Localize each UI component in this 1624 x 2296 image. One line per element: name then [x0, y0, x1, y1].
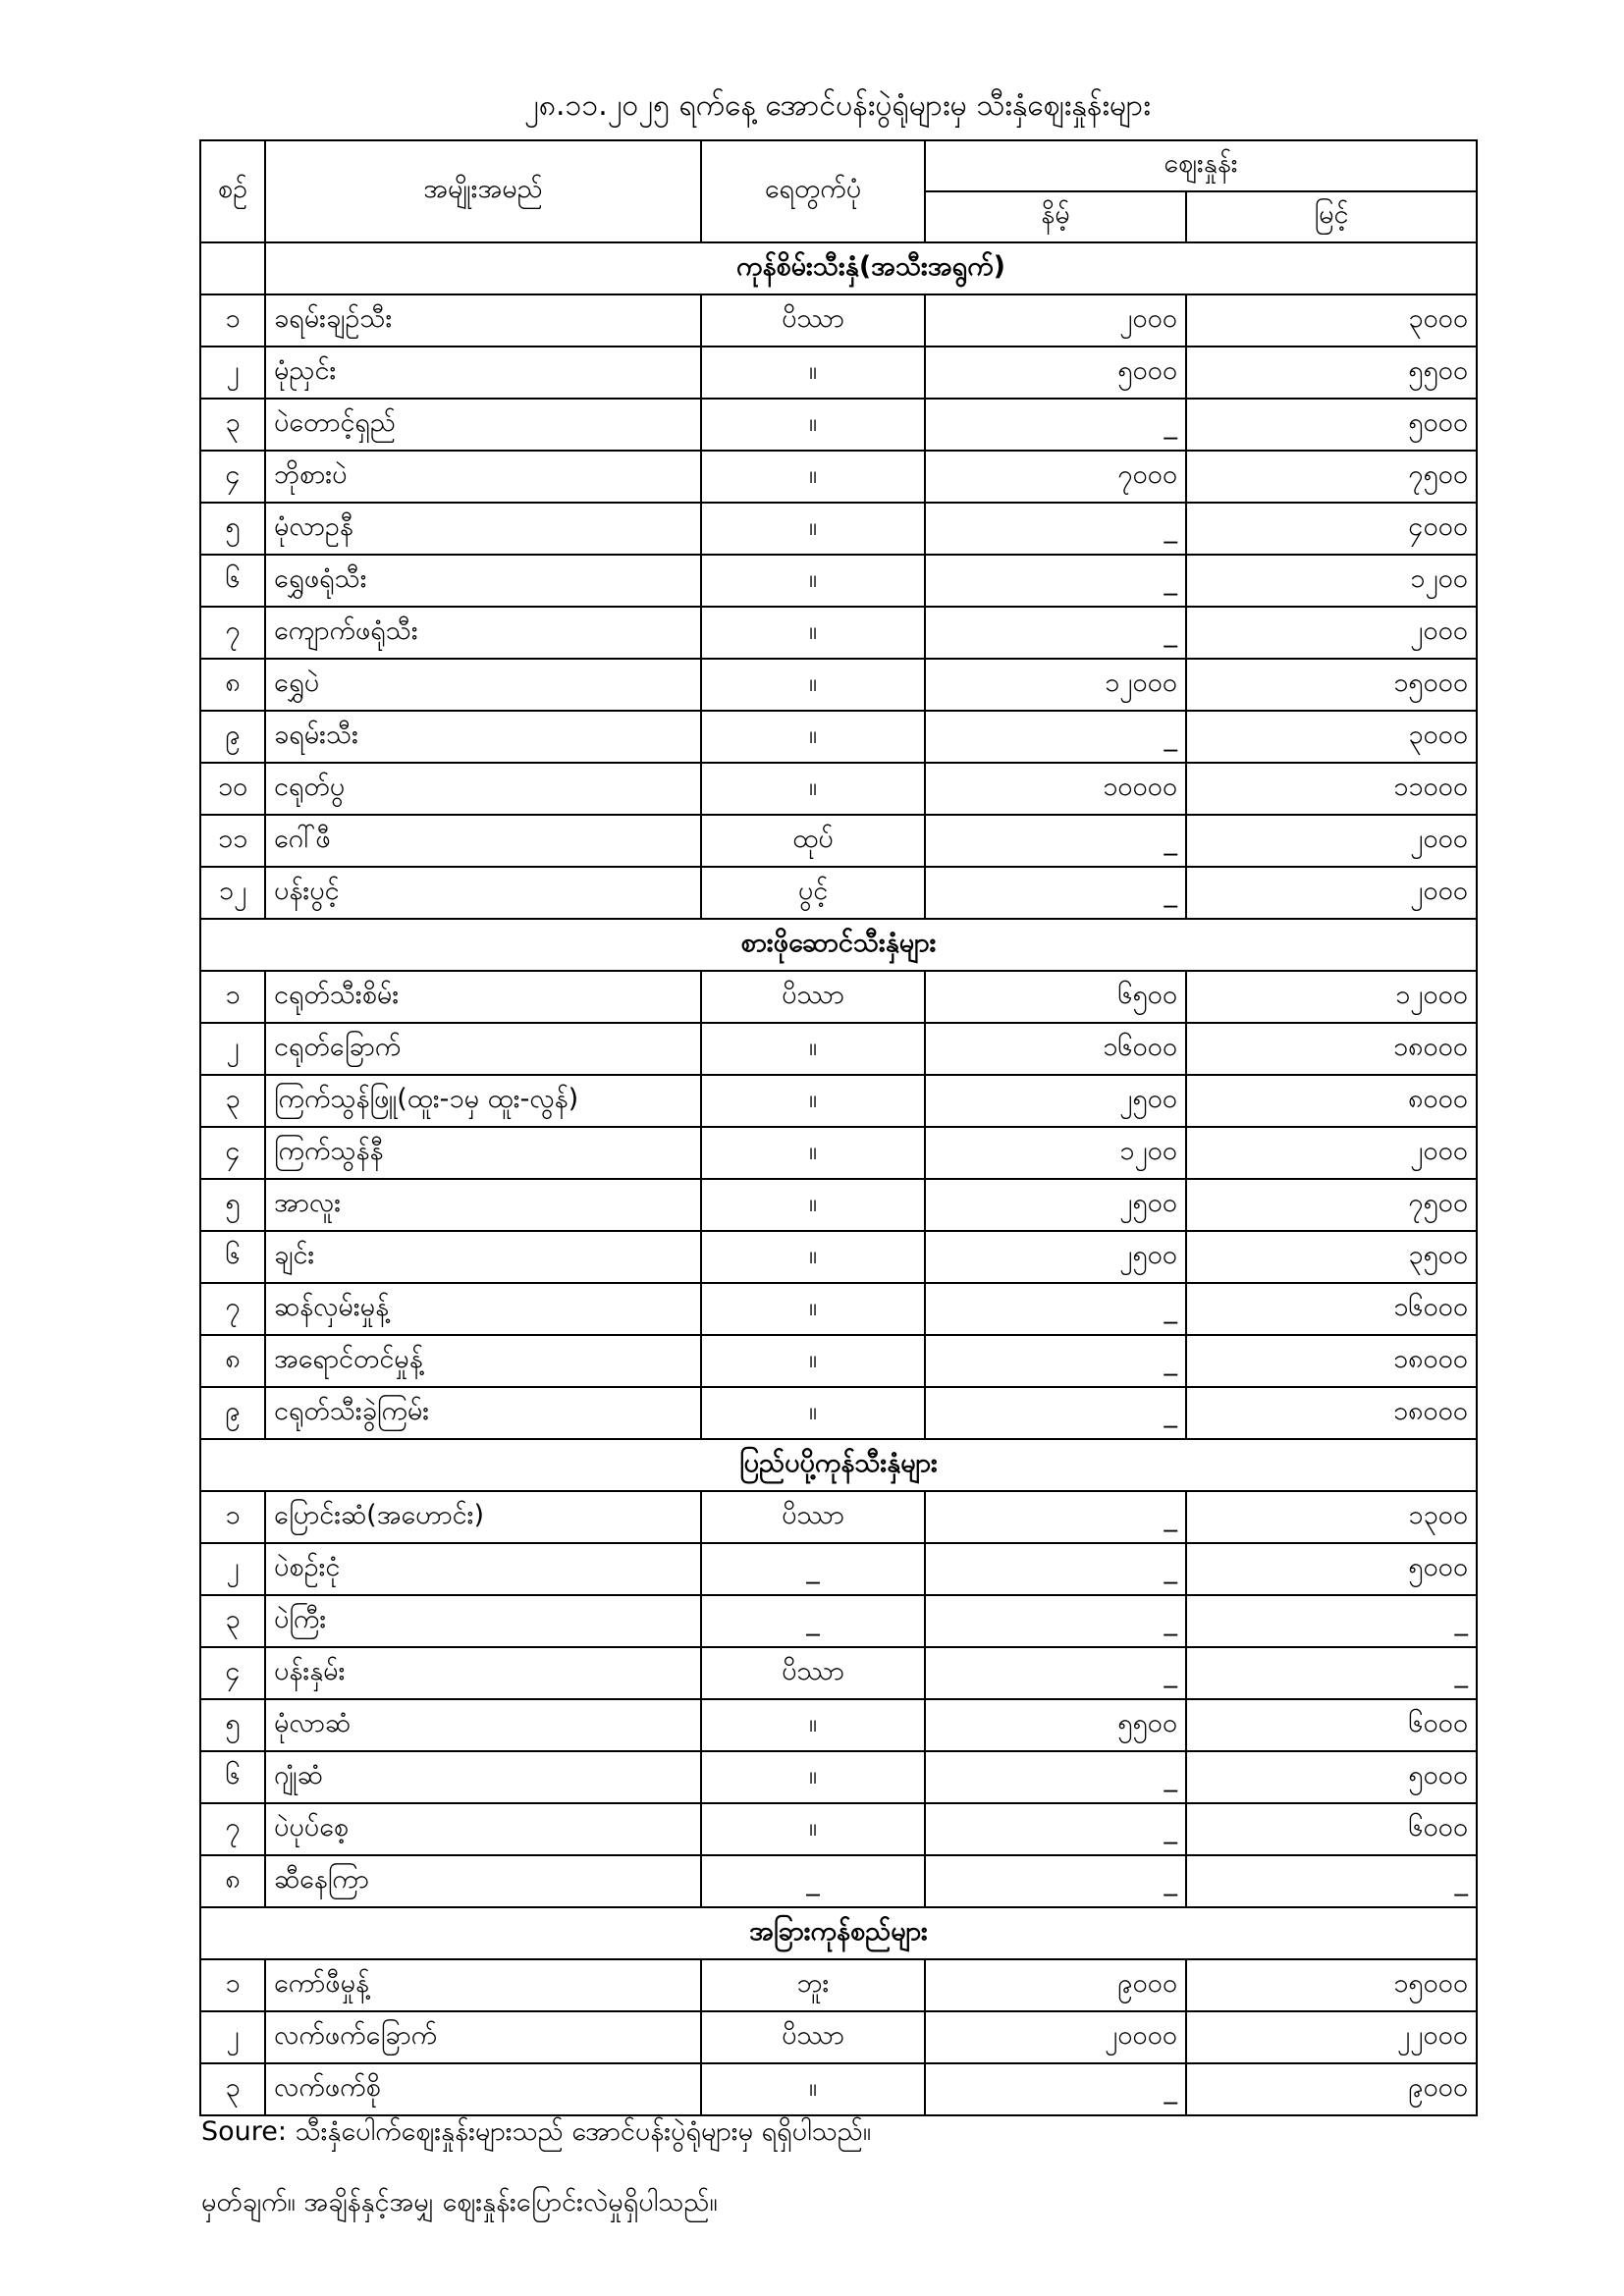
row-number: ၆	[200, 1231, 265, 1283]
price-low: _	[925, 1803, 1186, 1855]
item-unit: ။	[701, 347, 925, 399]
item-name: လက်ဖက်ခြောက်	[265, 2011, 701, 2063]
row-number: ၅	[200, 1179, 265, 1231]
row-number: ၁	[200, 971, 265, 1023]
table-row	[200, 1335, 1477, 1387]
item-unit: ပိဿာ	[701, 1647, 925, 1699]
item-name: မုံညှင်း	[265, 347, 701, 399]
row-number: ၁၁	[200, 815, 265, 867]
item-unit: ပွင့်	[701, 867, 925, 919]
item-name: ငရုတ်ခြောက်	[265, 1023, 701, 1075]
item-name: အရောင်တင်မှုန့်	[265, 1335, 701, 1387]
price-low: _	[925, 867, 1186, 919]
item-unit: ပိဿာ	[701, 294, 925, 347]
header-no: စဉ်	[200, 140, 265, 242]
item-unit: ။	[701, 451, 925, 503]
item-unit: ။	[701, 1023, 925, 1075]
price-high: ၂၂၀၀၀	[1186, 2011, 1477, 2063]
row-number: ၁၀	[200, 763, 265, 815]
item-name: ဘိုစားပဲ	[265, 451, 701, 503]
row-number: ၁	[200, 1959, 265, 2011]
table-row	[200, 347, 1477, 399]
table-row	[200, 1647, 1477, 1699]
row-number: ၉	[200, 1387, 265, 1439]
table-row	[200, 2011, 1477, 2063]
header-price: ဈေးနှုန်း	[925, 140, 1477, 191]
table-row	[200, 1491, 1477, 1543]
item-unit: ။	[701, 1231, 925, 1283]
table-row	[200, 867, 1477, 919]
price-high: ၈၀၀၀	[1186, 1075, 1477, 1127]
item-name: ကြက်သွန်နီ	[265, 1127, 701, 1179]
price-high: ၇၅၀၀	[1186, 1179, 1477, 1231]
price-low: _	[925, 815, 1186, 867]
item-name: မုံလာဥနီ	[265, 503, 701, 555]
price-low: _	[925, 399, 1186, 451]
table-row	[200, 1595, 1477, 1647]
item-unit: ပိဿာ	[701, 971, 925, 1023]
item-name: ပဲစဉ်းငုံ	[265, 1543, 701, 1595]
item-name: ပန်းပွင့်	[265, 867, 701, 919]
item-name: ပြောင်းဆံ(အဟောင်း)	[265, 1491, 701, 1543]
item-name: ရွှေဖရုံသီး	[265, 555, 701, 607]
item-name: ချင်း	[265, 1231, 701, 1283]
price-high: ၁၁၀၀၀	[1186, 763, 1477, 815]
section-title: ပြည်ပပို့ကုန်သီးနှံများ	[200, 1439, 1477, 1491]
price-table	[199, 139, 1478, 2116]
price-low: _	[925, 1595, 1186, 1647]
price-low: ၂၅၀၀	[925, 1179, 1186, 1231]
item-unit: ။	[701, 711, 925, 763]
price-low: ၂၀၀၀၀	[925, 2011, 1186, 2063]
price-low: ၁၆၀၀၀	[925, 1023, 1186, 1075]
item-unit: ။	[701, 1075, 925, 1127]
table-row	[200, 1959, 1477, 2011]
price-low: ၅၅၀၀	[925, 1699, 1186, 1751]
table-row	[200, 1803, 1477, 1855]
item-unit: ။	[701, 2063, 925, 2115]
table-row	[200, 294, 1477, 347]
item-unit: ။	[701, 1699, 925, 1751]
item-name: ကြက်သွန်ဖြူ(ထူး-၁မှ ထူး-လွန်)	[265, 1075, 701, 1127]
price-high: ၆၀၀၀	[1186, 1803, 1477, 1855]
price-high: _	[1186, 1595, 1477, 1647]
price-high: ၃၀၀၀	[1186, 711, 1477, 763]
table-row	[200, 555, 1477, 607]
item-unit: ။	[701, 1387, 925, 1439]
table-row	[200, 711, 1477, 763]
table-row	[200, 607, 1477, 659]
table-body	[200, 242, 1477, 2115]
table-row	[200, 763, 1477, 815]
price-high: ၁၂၀၀	[1186, 555, 1477, 607]
price-low: ၁၂၀၀၀	[925, 659, 1186, 711]
row-number: ၃	[200, 2063, 265, 2115]
row-number: ၅	[200, 503, 265, 555]
table-row	[200, 1543, 1477, 1595]
item-unit: ။	[701, 1335, 925, 1387]
row-number: ၄	[200, 1127, 265, 1179]
item-unit: ။	[701, 659, 925, 711]
table-row	[200, 1751, 1477, 1803]
item-unit: ။	[701, 1127, 925, 1179]
item-name: အာလူး	[265, 1179, 701, 1231]
price-low: _	[925, 1283, 1186, 1335]
row-number: ၉	[200, 711, 265, 763]
price-high: ၁၈၀၀၀	[1186, 1023, 1477, 1075]
header-unit: ရေတွက်ပုံ	[701, 140, 925, 242]
row-number: ၁	[200, 1491, 265, 1543]
item-unit: ။	[701, 1751, 925, 1803]
price-low: _	[925, 711, 1186, 763]
row-number: ၆	[200, 1751, 265, 1803]
item-unit: ပိဿာ	[701, 1491, 925, 1543]
item-name: ဆီနေကြာ	[265, 1855, 701, 1907]
price-high: ၁၂၀၀၀	[1186, 971, 1477, 1023]
price-low: ၉၀၀၀	[925, 1959, 1186, 2011]
price-low: _	[925, 1647, 1186, 1699]
item-name: ကော်ဖီမှုန့်	[265, 1959, 701, 2011]
item-name: ပဲကြီး	[265, 1595, 701, 1647]
row-number: ၇	[200, 1803, 265, 1855]
table-row	[200, 1231, 1477, 1283]
price-high: _	[1186, 1855, 1477, 1907]
row-number: ၂	[200, 1023, 265, 1075]
item-name: ဂျုံဆံ	[265, 1751, 701, 1803]
item-name: မုံလာဆံ	[265, 1699, 701, 1751]
row-number: ၁၂	[200, 867, 265, 919]
item-unit: ။	[701, 1179, 925, 1231]
price-low: ၆၅၀၀	[925, 971, 1186, 1023]
header-low: နိမ့်	[925, 191, 1186, 242]
price-high: ၁၈၀၀၀	[1186, 1335, 1477, 1387]
table-row	[200, 1179, 1477, 1231]
item-name: ဆန်လှမ်းမှုန့်	[265, 1283, 701, 1335]
price-low: ၁၂၀၀	[925, 1127, 1186, 1179]
item-unit: ။	[701, 1283, 925, 1335]
item-unit: ။	[701, 607, 925, 659]
page-title: ၂၈.၁၁.၂၀၂၅ ရက်နေ့ အောင်ပန်းပွဲရုံများမှ သီးနှံဈေးနှုန်းများ	[524, 88, 1151, 123]
table-row	[200, 451, 1477, 503]
remark-note: မှတ်ချက်။ အချိန်နှင့်အမျှ ဈေးနှုန်းပြောင်းလဲမှုရှိပါသည်။	[201, 2187, 718, 2217]
section-row	[200, 1439, 1477, 1491]
row-number: ၇	[200, 1283, 265, 1335]
table-row	[200, 399, 1477, 451]
price-high: _	[1186, 1647, 1477, 1699]
row-number: ၄	[200, 451, 265, 503]
price-low: _	[925, 2063, 1186, 2115]
item-name: ကျောက်ဖရုံသီး	[265, 607, 701, 659]
item-name: ပဲတောင့်ရှည်	[265, 399, 701, 451]
price-low: _	[925, 1543, 1186, 1595]
row-number: ၈	[200, 659, 265, 711]
price-low: ၅၀၀၀	[925, 347, 1186, 399]
row-number: ၃	[200, 1075, 265, 1127]
table-row	[200, 1023, 1477, 1075]
price-low: _	[925, 1387, 1186, 1439]
item-unit: ။	[701, 503, 925, 555]
table-row	[200, 1699, 1477, 1751]
item-name: ပဲပုပ်စေ့	[265, 1803, 701, 1855]
section-row	[200, 919, 1477, 971]
table-row	[200, 503, 1477, 555]
price-high: ၅၀၀၀	[1186, 1543, 1477, 1595]
item-name: ငရုတ်ပွ	[265, 763, 701, 815]
row-number: ၈	[200, 1855, 265, 1907]
table-row	[200, 1387, 1477, 1439]
item-unit: _	[701, 1543, 925, 1595]
price-high: ၁၈၀၀၀	[1186, 1387, 1477, 1439]
row-number: ၂	[200, 2011, 265, 2063]
item-unit: ။	[701, 1803, 925, 1855]
section-title: စားဖိုဆောင်သီးနှံများ	[200, 919, 1477, 971]
header-row-1	[200, 140, 1477, 191]
price-low: _	[925, 1855, 1186, 1907]
section-row	[200, 1907, 1477, 1959]
table-row	[200, 659, 1477, 711]
price-high: ၁၅၀၀၀	[1186, 659, 1477, 711]
price-high: ၁၃၀၀	[1186, 1491, 1477, 1543]
price-low: ၂၀၀၀	[925, 294, 1186, 347]
item-name: ဂေါ်ဖီ	[265, 815, 701, 867]
row-number: ၃	[200, 399, 265, 451]
table-row	[200, 1855, 1477, 1907]
item-name: လက်ဖက်စို	[265, 2063, 701, 2115]
item-name: ငရုတ်သီးစိမ်း	[265, 971, 701, 1023]
price-high: ၆၀၀၀	[1186, 1699, 1477, 1751]
price-high: ၂၀၀၀	[1186, 607, 1477, 659]
price-low: ၁၀၀၀၀	[925, 763, 1186, 815]
price-high: ၇၅၀၀	[1186, 451, 1477, 503]
price-low: _	[925, 1335, 1186, 1387]
price-low: _	[925, 1491, 1186, 1543]
item-unit: ထုပ်	[701, 815, 925, 867]
price-low: ၂၅၀၀	[925, 1075, 1186, 1127]
price-high: ၁၆၀၀၀	[1186, 1283, 1477, 1335]
item-name: ပန်းနှမ်း	[265, 1647, 701, 1699]
price-high: ၃၀၀၀	[1186, 294, 1477, 347]
item-unit: ဘူး	[701, 1959, 925, 2011]
item-name: ငရုတ်သီးခွဲကြမ်း	[265, 1387, 701, 1439]
price-high: ၅၀၀၀	[1186, 399, 1477, 451]
row-number: ၂	[200, 1543, 265, 1595]
item-name: ခရမ်းချဉ်သီး	[265, 294, 701, 347]
price-low: _	[925, 1751, 1186, 1803]
row-number: ၈	[200, 1335, 265, 1387]
table-row	[200, 971, 1477, 1023]
section-row	[200, 242, 1477, 294]
row-number: ၇	[200, 607, 265, 659]
price-high: ၂၀၀၀	[1186, 815, 1477, 867]
table-row	[200, 815, 1477, 867]
row-number: ၆	[200, 555, 265, 607]
price-high: ၂၀၀၀	[1186, 1127, 1477, 1179]
section-title: ကုန်စိမ်းသီးနှံ(အသီးအရွက်)	[265, 242, 1477, 294]
source-note: Soure: သီးနှံပေါက်ဈေးနှုန်းများသည် အောင်ပန်းပွဲရုံများမှ ရရှိပါသည်။	[201, 2116, 872, 2147]
table-row	[200, 1127, 1477, 1179]
price-low: ၇၀၀၀	[925, 451, 1186, 503]
row-number: ၄	[200, 1647, 265, 1699]
item-unit: ။	[701, 763, 925, 815]
item-unit: ။	[701, 555, 925, 607]
price-high: ၃၅၀၀	[1186, 1231, 1477, 1283]
table-row	[200, 1283, 1477, 1335]
section-blank-cell	[200, 242, 265, 294]
price-high: ၁၅၀၀၀	[1186, 1959, 1477, 2011]
row-number: ၃	[200, 1595, 265, 1647]
price-low: _	[925, 607, 1186, 659]
row-number: ၁	[200, 294, 265, 347]
price-high: ၄၀၀၀	[1186, 503, 1477, 555]
price-high: ၅၀၀၀	[1186, 1751, 1477, 1803]
price-low: _	[925, 555, 1186, 607]
item-unit: _	[701, 1855, 925, 1907]
item-name: ခရမ်းသီး	[265, 711, 701, 763]
section-title: အခြားကုန်စည်များ	[200, 1907, 1477, 1959]
item-name: ရွှေပဲ	[265, 659, 701, 711]
price-high: ၂၀၀၀	[1186, 867, 1477, 919]
price-low: ၂၅၀၀	[925, 1231, 1186, 1283]
header-name: အမျိုးအမည်	[265, 140, 701, 242]
table-row	[200, 2063, 1477, 2115]
header-high: မြင့်	[1186, 191, 1477, 242]
row-number: ၂	[200, 347, 265, 399]
item-unit: _	[701, 1595, 925, 1647]
table-row	[200, 1075, 1477, 1127]
item-unit: ပိဿာ	[701, 2011, 925, 2063]
price-high: ၅၅၀၀	[1186, 347, 1477, 399]
price-high: ၉၀၀၀	[1186, 2063, 1477, 2115]
price-low: _	[925, 503, 1186, 555]
item-unit: ။	[701, 399, 925, 451]
row-number: ၅	[200, 1699, 265, 1751]
